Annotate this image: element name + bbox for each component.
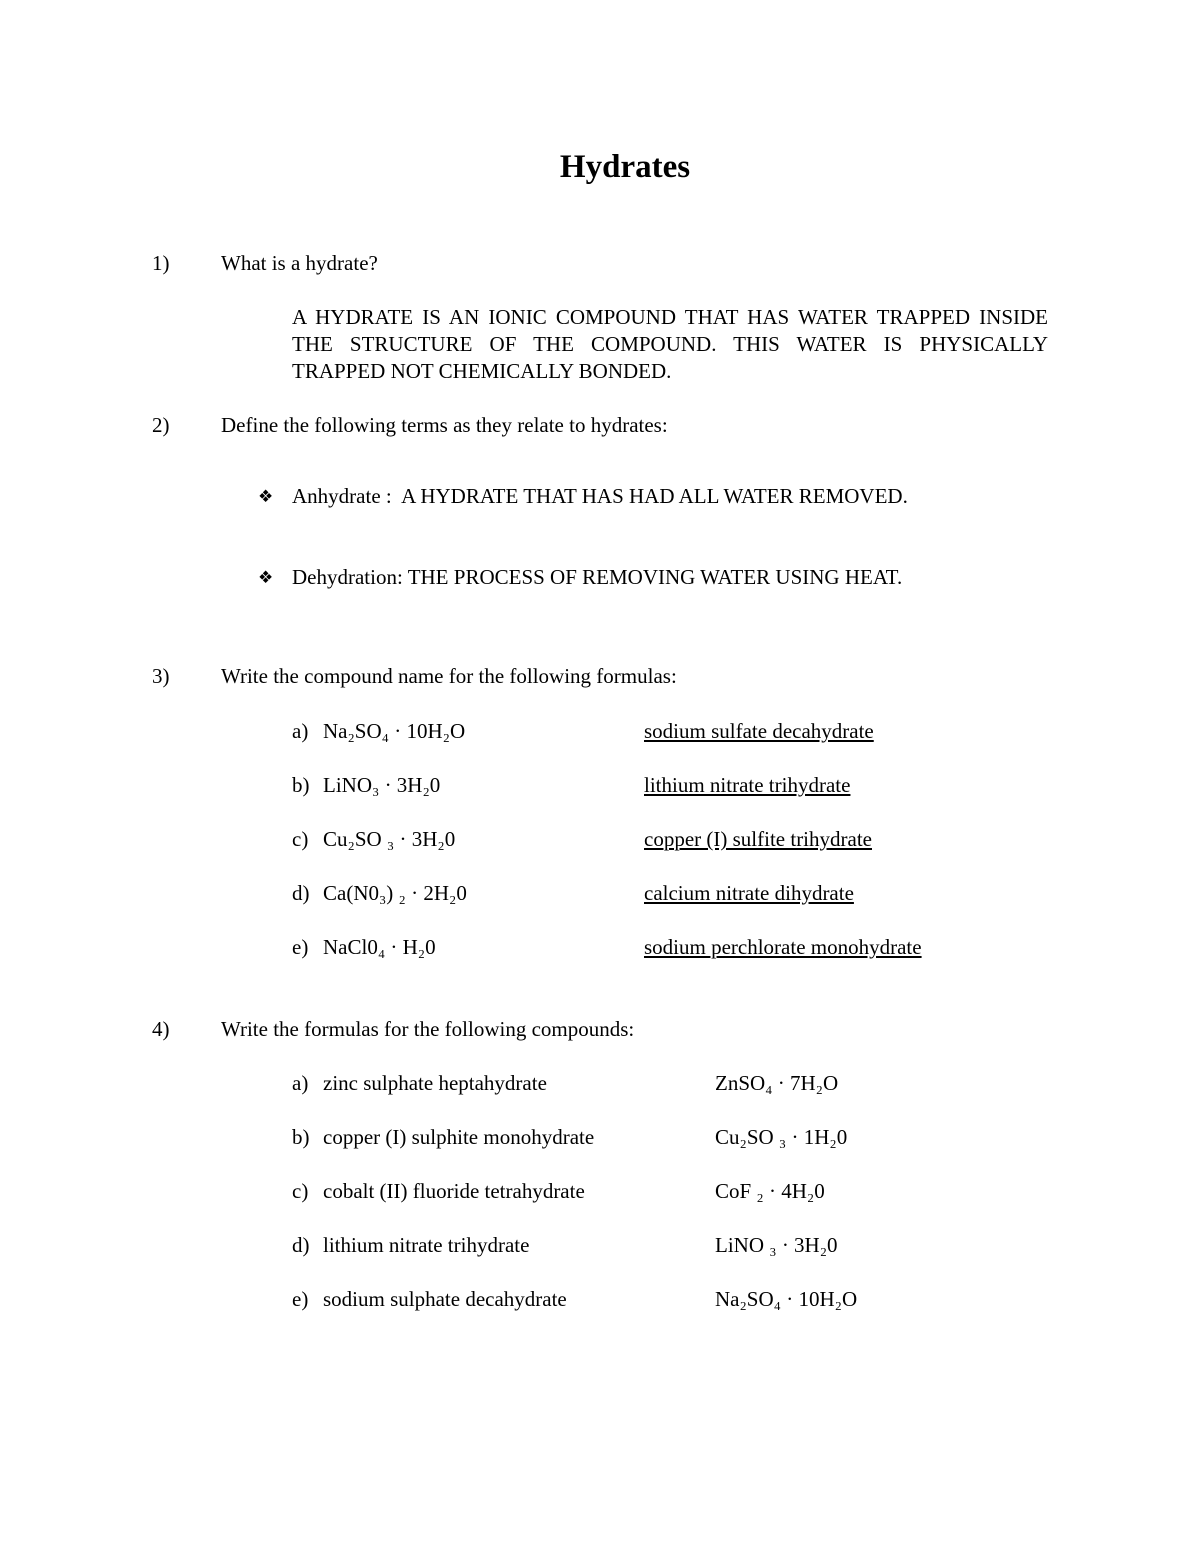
compound-name: lithium nitrate trihydrate	[323, 1233, 530, 1257]
item-label: c)	[292, 1179, 309, 1203]
formula-answer: Cu₂SO ₃ · 1H₂0	[715, 1125, 848, 1149]
item-label: c)	[292, 827, 309, 851]
list-item	[292, 1181, 585, 1202]
formula-text: Cu₂SO ₃ · 3H₂0	[323, 827, 456, 851]
formula-answer: CoF ₂ · 4H₂0	[715, 1179, 825, 1203]
formula-text: Ca(N0₃) ₂ · 2H₂0	[323, 881, 467, 905]
item-label: e)	[292, 935, 309, 959]
formula-text: LiNO₃ · 3H₂0	[323, 773, 441, 797]
question-number: 3)	[152, 664, 170, 688]
question-text: What is a hydrate?	[221, 251, 378, 275]
compound-name-answer: sodium sulfate decahydrate	[644, 719, 874, 743]
definition-item	[292, 567, 902, 588]
list-item	[292, 1127, 594, 1148]
definition-text: A HYDRATE THAT HAS HAD ALL WATER REMOVED.	[401, 484, 908, 508]
compound-name-answer: calcium nitrate dihydrate	[644, 881, 854, 905]
list-item	[292, 775, 440, 796]
formula-answer: Na₂SO₄ · 10H₂O	[715, 1287, 858, 1311]
term-label: Anhydrate :	[292, 484, 392, 508]
compound-name: copper (I) sulphite monohydrate	[323, 1125, 595, 1149]
item-label: b)	[292, 773, 310, 797]
term-label: Dehydration:	[292, 565, 403, 589]
list-item	[292, 829, 455, 850]
formula-text: NaCl0₄ · H₂0	[323, 935, 436, 959]
diamond-bullet-icon: ❖	[258, 568, 274, 587]
question-number: 4)	[152, 1017, 170, 1041]
question-text: Write the compound name for the following formulas:	[221, 664, 677, 688]
compound-name-answer: copper (I) sulfite trihydrate	[644, 827, 872, 851]
formula-text: Na₂SO₄ · 10H₂O	[323, 719, 466, 743]
question-text: Write the formulas for the following compounds:	[221, 1017, 635, 1041]
compound-name: sodium sulphate decahydrate	[323, 1287, 567, 1311]
list-item	[292, 937, 436, 958]
list-item	[292, 1289, 567, 1310]
compound-name: cobalt (II) fluoride tetrahydrate	[323, 1179, 585, 1203]
diamond-bullet-icon: ❖	[258, 487, 274, 506]
list-item	[292, 721, 465, 742]
page-title: Hydrates	[559, 149, 691, 185]
list-item	[292, 1235, 529, 1256]
definition-text: THE PROCESS OF REMOVING WATER USING HEAT.	[407, 565, 903, 589]
item-label: a)	[292, 719, 309, 743]
item-label: e)	[292, 1287, 309, 1311]
list-item	[292, 883, 467, 904]
question-number: 1)	[152, 251, 170, 275]
item-label: b)	[292, 1125, 310, 1149]
question-text: Define the following terms as they relate to hydrates:	[221, 413, 668, 437]
item-label: d)	[292, 881, 310, 905]
formula-answer: LiNO ₃ · 3H₂0	[715, 1233, 838, 1257]
compound-name-answer: lithium nitrate trihydrate	[644, 773, 851, 797]
list-item	[292, 1073, 547, 1094]
definition-item	[292, 486, 908, 507]
compound-name-answer: sodium perchlorate monohydrate	[644, 935, 922, 959]
answer-text: A HYDRATE IS AN IONIC COMPOUND THAT HAS WATER TRAPPED INSIDE THE STRUCTURE OF THE COMPOUND. THIS WATER IS PHYSICALLY TRAPPED NOT CHEMICALLY BONDED.	[292, 305, 1048, 383]
formula-answer: ZnSO₄ · 7H₂O	[715, 1071, 839, 1095]
question-number: 2)	[152, 413, 170, 437]
item-label: a)	[292, 1071, 309, 1095]
item-label: d)	[292, 1233, 310, 1257]
compound-name: zinc sulphate heptahydrate	[323, 1071, 547, 1095]
